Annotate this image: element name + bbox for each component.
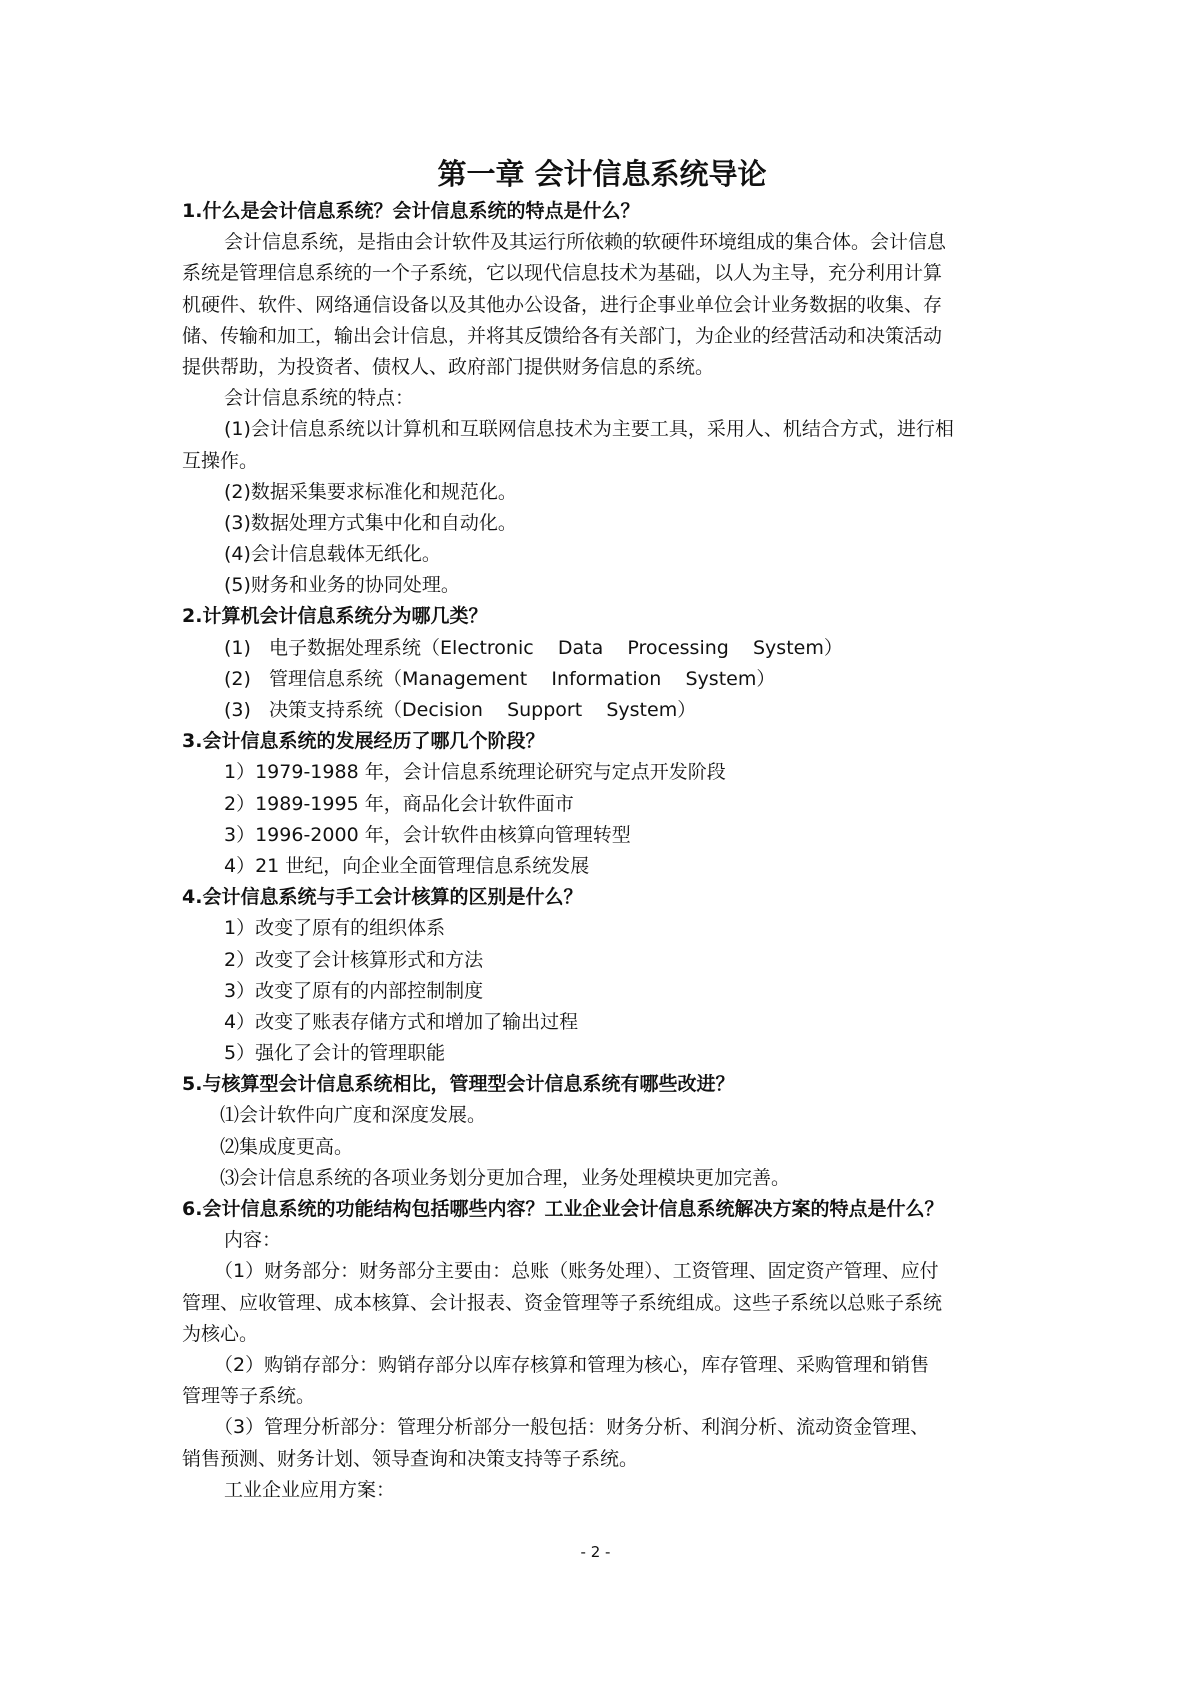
paragraph-line: 内容： (224, 1229, 282, 1252)
paragraph-line: ⑶会计信息系统的各项业务划分更加合理，业务处理模块更加完善。 (220, 1166, 791, 1189)
paragraph-line: (5)财务和业务的协同处理。 (224, 574, 460, 597)
paragraph-line: (3) 决策支持系统（Decision Support System） (224, 699, 697, 721)
paragraph-line: (2)数据采集要求标准化和规范化。 (224, 480, 517, 503)
paragraph-line: (2) 管理信息系统（Management Information System） (224, 667, 776, 690)
paragraph-line: 会计信息系统，是指由会计软件及其运行所依赖的软硬件环境组成的集合体。会计信息 (224, 231, 947, 254)
paragraph-line: 1）改变了原有的组织体系 (224, 917, 446, 940)
question-heading: 5.与核算型会计信息系统相比，管理型会计信息系统有哪些改进？ (182, 1073, 735, 1096)
document-page (182, 152, 1022, 1506)
paragraph-line: 提供帮助，为投资者、债权人、政府部门提供财务信息的系统。 (182, 355, 715, 378)
question-heading: 3.会计信息系统的发展经历了哪几个阶段？ (182, 730, 545, 753)
paragraph-line: 1）1979-1988 年，会计信息系统理论研究与定点开发阶段 (224, 761, 726, 784)
question-heading: 6.会计信息系统的功能结构包括哪些内容？工业企业会计信息系统解决方案的特点是什么？ (182, 1198, 944, 1220)
paragraph-line: 销售预测、财务计划、领导查询和决策支持等子系统。 (182, 1447, 639, 1470)
paragraph-line: （1）财务部分：财务部分主要由：总账（账务处理）、工资管理、固定资产管理、应付 (214, 1260, 939, 1283)
paragraph-line: 2）1989-1995 年，商品化会计软件面市 (224, 792, 574, 815)
paragraph-line: 会计信息系统的特点： (224, 387, 415, 410)
paragraph-line: 互操作。 (182, 449, 259, 472)
paragraph-line: 2）改变了会计核算形式和方法 (224, 948, 484, 971)
paragraph-line: 储、传输和加工，输出会计信息，并将其反馈给各有关部门，为企业的经营活动和决策活动 (182, 324, 943, 347)
paragraph-line: 系统是管理信息系统的一个子系统，它以现代信息技术为基础，以人为主导，充分利用计算 (182, 262, 943, 285)
paragraph-line: (3)数据处理方式集中化和自动化。 (224, 511, 517, 534)
paragraph-line: (1)会计信息系统以计算机和互联网信息技术为主要工具，采用人、机结合方式，进行相 (224, 418, 954, 441)
paragraph-line: 工业企业应用方案： (224, 1478, 396, 1501)
paragraph-line: 3）改变了原有的内部控制制度 (224, 979, 484, 1002)
paragraph-line: （3）管理分析部分：管理分析部分一般包括：财务分析、利润分析、流动资金管理、 (214, 1416, 930, 1439)
document-body (182, 196, 1022, 1506)
paragraph-line: 5）强化了会计的管理职能 (224, 1042, 446, 1065)
paragraph-line: 管理、应收管理、成本核算、会计报表、资金管理等子系统组成。这些子系统以总账子系统 (182, 1291, 943, 1314)
paragraph-line: ⑵集成度更高。 (220, 1135, 354, 1158)
question-heading: 1.什么是会计信息系统？会计信息系统的特点是什么？ (182, 200, 640, 222)
paragraph-line: 为核心。 (182, 1322, 259, 1345)
paragraph-line: 4）21 世纪，向企业全面管理信息系统发展 (224, 854, 590, 877)
page-number: - 2 - (580, 1543, 611, 1561)
chapter-title: 第一章 会计信息系统导论 (437, 157, 767, 191)
paragraph-line: ⑴会计软件向广度和深度发展。 (220, 1104, 487, 1127)
paragraph-line: 4）改变了账表存储方式和增加了输出过程 (224, 1010, 579, 1033)
paragraph-line: 管理等子系统。 (182, 1385, 316, 1408)
paragraph-line: (4)会计信息载体无纸化。 (224, 543, 441, 566)
paragraph-line: (1) 电子数据处理系统（Electronic Data Processing System） (224, 636, 843, 659)
question-heading: 2.计算机会计信息系统分为哪几类？ (182, 605, 488, 628)
paragraph-line: 3）1996-2000 年，会计软件由核算向管理转型 (224, 823, 631, 846)
question-heading: 4.会计信息系统与手工会计核算的区别是什么？ (182, 886, 583, 909)
paragraph-line: （2）购销存部分：购销存部分以库存核算和管理为核心，库存管理、采购管理和销售 (214, 1353, 930, 1376)
paragraph-line: 机硬件、软件、网络通信设备以及其他办公设备，进行企事业单位会计业务数据的收集、存 (182, 293, 943, 316)
